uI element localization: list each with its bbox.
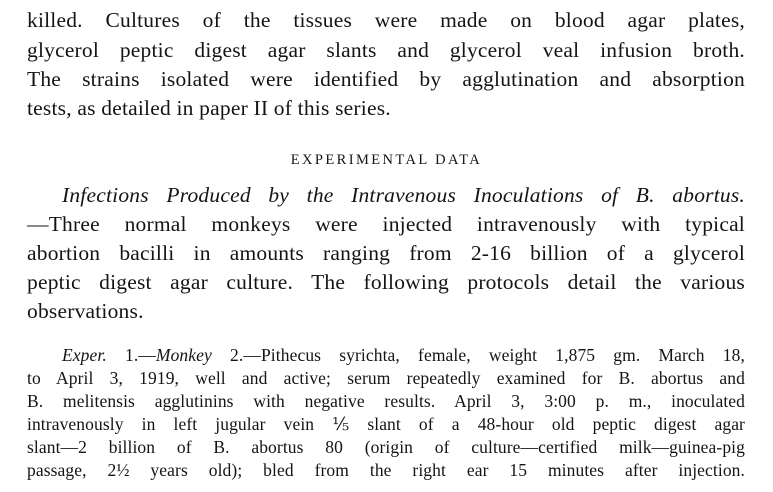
protocol-line: intravenously in left jugular vein ⅕ slant of a 48-hour old peptic digest agar <box>27 414 745 434</box>
paragraph2-line: observations. <box>27 299 144 323</box>
paragraph2-line: abortion bacilli in amounts ranging from 2-16 billion of a glycerol <box>27 241 745 265</box>
protocol-line: B. melitensis agglutinins with negative results. April 3, 3:00 p. m., inoculated <box>27 391 745 411</box>
paragraph1-line: The strains isolated were identified by agglutination and absorption <box>27 67 745 91</box>
protocol-monkey-number: 2. <box>211 345 244 365</box>
protocol-line: to April 3, 1919, well and active; serum repeatedly examined for B. abortus and <box>27 368 745 388</box>
section-heading: EXPERIMENTAL DATA <box>290 152 483 168</box>
protocol-line: slant—2 billion of B. abortus 80 (origin of culture—certified milk—guinea-pig <box>27 437 745 457</box>
paragraph2-title <box>62 183 745 208</box>
protocol-monkey-label: Monkey <box>155 345 212 365</box>
protocol-first-line <box>62 345 745 366</box>
paragraph1-line: tests, as detailed in paper II of this series. <box>27 96 391 120</box>
protocol-exper-label: Exper. <box>62 345 107 365</box>
protocol-line1-rest: —Pithecus syrichta, female, weight 1,875 gm. March 18, <box>243 345 745 365</box>
protocol-exper-number: 1.— <box>106 345 156 365</box>
paragraph1-line: killed. Cultures of the tissues were made on blood agar plates, <box>27 8 745 32</box>
paragraph2-line: peptic digest agar culture. The following protocols detail the various <box>27 270 745 294</box>
protocol-line: passage, 2½ years old); bled from the right ear 15 minutes after injection. <box>27 460 745 480</box>
paragraph2-title-text: Infections Produced by the Intravenous Inoculations of B. abortus. <box>62 183 745 207</box>
paragraph2-line: —Three normal monkeys were injected intravenously with typical <box>27 212 745 236</box>
paragraph1-line: glycerol peptic digest agar slants and glycerol veal infusion broth. <box>27 38 745 62</box>
